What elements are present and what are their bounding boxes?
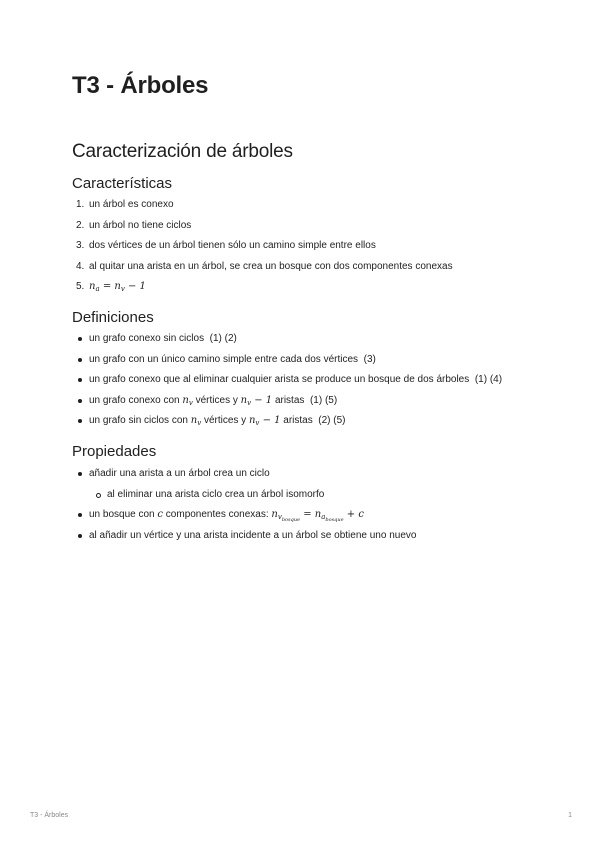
list-item: 5. $n_a = n_v - 1$ xyxy=(76,281,146,293)
page-title: T3 - Árboles xyxy=(72,72,209,99)
list-item: un grafo conexo que al eliminar cualquier arista se produce un bosque de dos árboles (1) (4) xyxy=(72,373,502,394)
list-item: un grafo sin ciclos con $n_v$ vértices y $n_v - 1$ aristas (2) (5) xyxy=(72,414,502,435)
definiciones-heading: Definiciones xyxy=(72,309,154,326)
list-item: un grafo conexo sin ciclos (1) (2) xyxy=(72,332,502,353)
list-item: añadir una arista a un árbol crea un ciclo xyxy=(72,467,416,488)
list-item: al añadir un vértice y una arista incidente a un árbol se obtiene uno nuevo xyxy=(72,529,416,550)
list-item: un bosque con c componentes conexas: $n_{v_{bosque}} = n_{a_{bosque}} + c$ xyxy=(72,508,416,529)
formula-edges-vertices: $n_a = n_v - 1$ xyxy=(89,281,146,293)
sub-list-item: al eliminar una arista ciclo crea un árbol isomorfo xyxy=(72,488,416,509)
list-item: 2. un árbol no tiene ciclos xyxy=(76,219,192,231)
page-number: 1 xyxy=(568,812,572,819)
formula-forest: $n_{v_{bosque}} = n_{a_{bosque}} + c$ xyxy=(271,509,364,523)
list-item: un grafo con un único camino simple entre cada dos vértices (3) xyxy=(72,353,502,374)
list-item: 1. un árbol es conexo xyxy=(76,199,174,210)
list-item: 3. dos vértices de un árbol tienen sólo un camino simple entre ellos xyxy=(76,240,376,251)
list-item: un grafo conexo con $n_v$ vértices y $n_v - 1$ aristas (1) (5) xyxy=(72,394,502,415)
caracteristicas-list xyxy=(72,198,453,301)
section-heading: Caracterización de árboles xyxy=(72,141,293,162)
definiciones-list xyxy=(72,332,502,435)
list-item: 4. al quitar una arista en un árbol, se crea un bosque con dos componentes conexas xyxy=(76,260,453,272)
propiedades-heading: Propiedades xyxy=(72,443,157,460)
footer-title: T3 - Árboles xyxy=(30,812,69,819)
caracteristicas-heading: Características xyxy=(72,175,173,192)
propiedades-list xyxy=(72,467,416,549)
